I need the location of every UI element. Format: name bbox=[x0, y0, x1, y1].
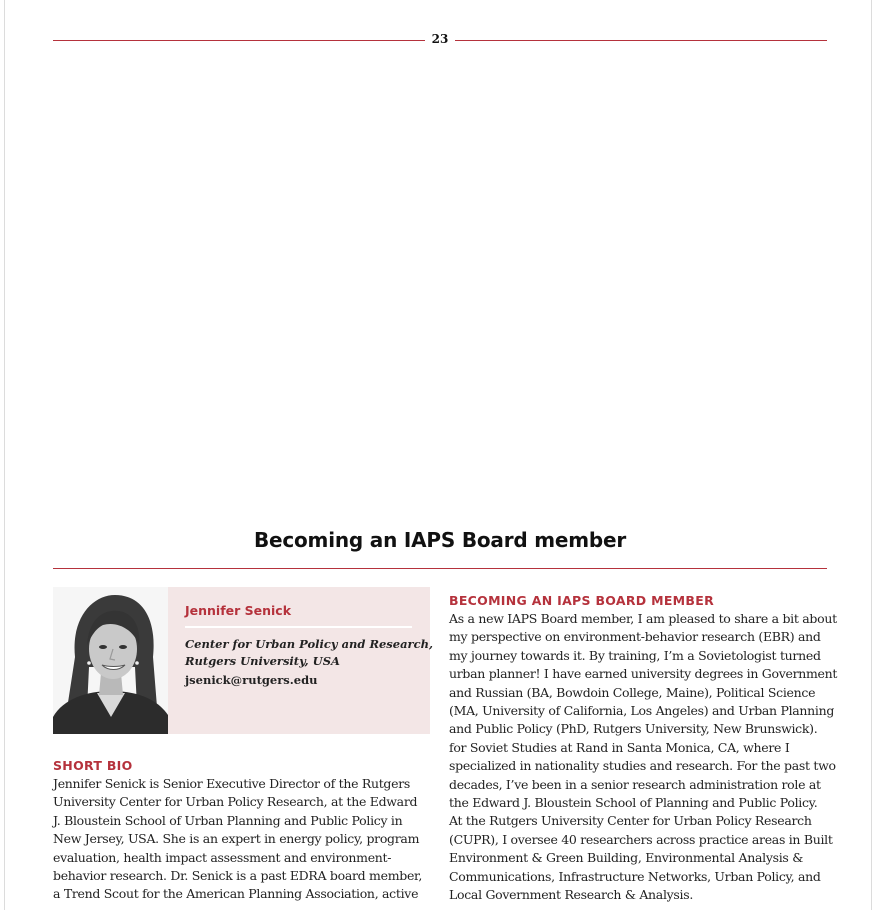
profile-photo bbox=[53, 587, 168, 734]
board-line: Environment & Green Building, Environmental Analysis & bbox=[449, 850, 804, 866]
title-rule bbox=[53, 568, 827, 569]
board-line: urban planner! I have earned university degrees in Government bbox=[449, 666, 838, 682]
short-bio-heading: SHORT BIO bbox=[53, 758, 133, 773]
board-line: and Public Policy (PhD, Rutgers University, New Brunswick). bbox=[449, 721, 818, 737]
article-title: Becoming an IAPS Board member bbox=[253, 528, 627, 552]
bio-line: behavior research. Dr. Senick is a past EDRA board member, bbox=[53, 868, 423, 884]
short-bio-text bbox=[53, 775, 422, 904]
author-card-rule bbox=[185, 626, 412, 628]
board-line: the Edward J. Bloustein School of Planning and Public Policy. bbox=[449, 795, 818, 811]
page-header bbox=[53, 31, 827, 49]
board-section-text bbox=[449, 610, 837, 905]
portrait-illustration bbox=[53, 587, 168, 734]
author-name: Jennifer Senick bbox=[185, 603, 292, 618]
board-line: and Russian (BA, Bowdoin College, Maine), Political Science bbox=[449, 684, 816, 700]
bio-line: evaluation, health impact assessment and environment- bbox=[53, 849, 392, 865]
board-line: At the Rutgers University Center for Urban Policy Research bbox=[449, 813, 812, 829]
affiliation-line: Center for Urban Policy and Research, bbox=[185, 637, 433, 651]
page-number-text: 23 bbox=[425, 32, 456, 46]
board-line: decades, I’ve been in a senior research administration role at bbox=[449, 776, 821, 792]
board-line: for Soviet Studies at Rand in Santa Monica, CA, where I bbox=[449, 739, 790, 755]
board-line: specialized in nationality studies and research. For the past two bbox=[449, 758, 836, 774]
affiliation-line: Rutgers University, USA bbox=[185, 654, 340, 668]
bio-line: J. Bloustein School of Urban Planning and Public Policy in bbox=[53, 812, 403, 828]
bio-line: a Trend Scout for the American Planning Association, active bbox=[53, 886, 419, 902]
board-line: As a new IAPS Board member, I am pleased to share a bit about bbox=[449, 611, 837, 626]
bio-line: University Center for Urban Policy Research, at the Edward bbox=[53, 794, 418, 810]
board-line: my perspective on environment-behavior research (EBR) and bbox=[449, 629, 821, 645]
page-edge-left bbox=[4, 0, 5, 910]
board-line: Communications, Infrastructure Networks, Urban Policy, and bbox=[449, 868, 821, 884]
board-line: (CUPR), I oversee 40 researchers across practice areas in Built bbox=[449, 831, 833, 847]
page-number bbox=[53, 32, 827, 46]
board-line: (MA, University of California, Los Angeles) and Urban Planning bbox=[449, 703, 835, 719]
board-line: Local Government Research & Analysis. bbox=[449, 887, 694, 903]
board-line: my journey towards it. By training, I’m a Sovietologist turned bbox=[449, 647, 821, 663]
board-section-heading: BECOMING AN IAPS BOARD MEMBER bbox=[449, 593, 715, 608]
bio-line: Jennifer Senick is Senior Executive Director of the Rutgers bbox=[53, 776, 411, 791]
author-affiliation bbox=[185, 636, 433, 670]
page-edge-right bbox=[871, 0, 872, 910]
author-email: jsenick@rutgers.edu bbox=[185, 673, 318, 687]
bio-line: New Jersey, USA. She is an expert in energy policy, program bbox=[53, 831, 420, 847]
author-card bbox=[168, 587, 433, 734]
